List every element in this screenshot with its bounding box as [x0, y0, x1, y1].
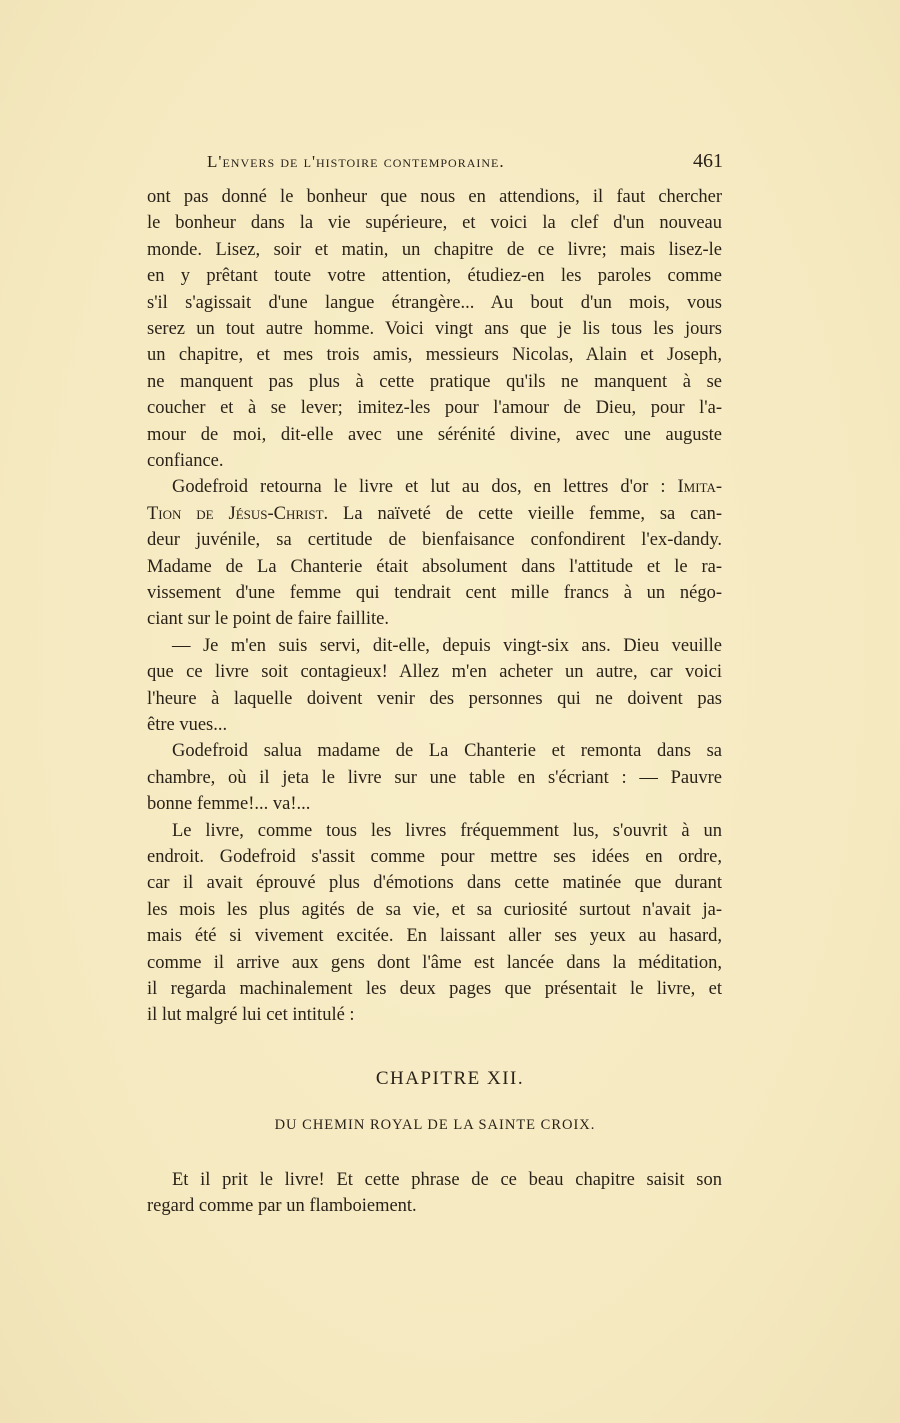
line-text: les mois les plus agités de sa vie, et sa curiosité surtout n'avait ja- [147, 899, 722, 920]
line-text: Le livre, comme tous les livres fréquemment lus, s'ouvrit à un [172, 820, 722, 841]
text-line [147, 369, 722, 395]
line-text: ciant sur le point de faire faillite. [147, 609, 389, 630]
text-line [147, 237, 722, 263]
line-text: endroit. Godefroid s'assit comme pour mettre ses idées en ordre, [147, 847, 722, 867]
line-text: vissement d'une femme qui tendrait cent mille francs à un négo- [147, 583, 722, 603]
text-line [147, 290, 722, 316]
text-line [147, 263, 722, 289]
line-text: Godefroid salua madame de La Chanterie et remonta dans sa [172, 741, 722, 762]
line-text: que ce livre soit contagieux! Allez m'en acheter un autre, car voici [147, 662, 722, 683]
text-line [147, 950, 722, 976]
line-text: il lut malgré lui cet intitulé : [147, 1005, 355, 1026]
text-line [172, 633, 722, 659]
text-line [147, 791, 722, 817]
line-text: monde. Lisez, soir et matin, un chapitre de ce livre; mais lisez-le [147, 239, 722, 260]
text-line [147, 1193, 722, 1219]
line-text: l'heure à laquelle doivent venir des personnes qui ne doivent pas [147, 688, 722, 709]
line-text: — Je m'en suis servi, dit-elle, depuis vingt-six ans. Dieu veuille [172, 635, 722, 656]
line-text: en y prêtant toute votre attention, étudiez-en les paroles comme [147, 266, 722, 287]
text-line [147, 210, 722, 236]
small-caps-text: Imita- [677, 477, 722, 498]
line-text: ont pas donné le bonheur que nous en attendions, il faut chercher [147, 187, 722, 207]
text-line [147, 554, 722, 580]
text-line [147, 923, 722, 949]
line-text: bonne femme!... va!... [147, 794, 311, 815]
text-line [147, 342, 722, 368]
line-text: être vues... [147, 715, 228, 735]
text-line [147, 422, 722, 448]
line-text: deur juvénile, sa certitude de bienfaisance confondirent l'ex-dandy. [147, 530, 722, 551]
text-line [147, 395, 722, 421]
line-text: Et il prit le livre! Et cette phrase de ce beau chapitre saisit son [172, 1170, 722, 1190]
text-line [147, 501, 722, 527]
line-text: confiance. [147, 451, 224, 471]
text-line [172, 1167, 722, 1193]
text-line [147, 870, 722, 896]
text-line [147, 1002, 722, 1028]
text-line [147, 659, 722, 685]
text-line [147, 316, 722, 342]
line-text: Godefroid retourna le livre et lut au dos, en lettres d'or : [172, 477, 678, 498]
line-text: mour de moi, dit-elle avec une sérénité divine, avec une auguste [147, 424, 722, 445]
line-text: chambre, où il jeta le livre sur une table en s'écriant : — Pauvre [147, 767, 722, 788]
line-text: mais été si vivement excitée. En laissant aller ses yeux au hasard, [147, 926, 722, 947]
page-number: 461 [693, 150, 723, 172]
text-line [147, 184, 722, 210]
text-line [147, 448, 722, 474]
line-text: il regarda machinalement les deux pages que présentait le livre, et [147, 979, 722, 999]
text-line [172, 818, 722, 844]
running-title: L'envers de l'histoire contemporaine. [207, 152, 505, 171]
text-line [147, 844, 722, 870]
line-text: comme il arrive aux gens dont l'âme est lancée dans la méditation, [147, 952, 722, 973]
line-text: La naïveté de cette vieille femme, sa can- [328, 503, 722, 524]
line-text: coucher et à se lever; imitez-les pour l'amour de Dieu, pour l'a- [147, 398, 722, 419]
running-header [147, 150, 723, 178]
small-caps-text: Tion de Jésus-Christ. [147, 503, 329, 524]
chapter-subtitle: DU CHEMIN ROYAL DE LA SAINTE CROIX. [274, 1117, 596, 1133]
line-text: ne manquent pas plus à cette pratique qu'ils ne manquent à se [147, 371, 722, 392]
text-line [147, 580, 722, 606]
chapter-title: CHAPITRE XII. [375, 1068, 525, 1089]
line-text: s'il s'agissait d'une langue étrangère... Au bout d'un mois, vous [147, 292, 722, 313]
line-text: un chapitre, et mes trois amis, messieurs Nicolas, Alain et Joseph, [147, 345, 722, 366]
text-line [172, 474, 722, 500]
text-line [147, 976, 722, 1002]
text-line [147, 527, 722, 553]
line-text: regard comme par un flamboiement. [147, 1196, 417, 1217]
text-line [147, 686, 722, 712]
text-line [147, 606, 722, 632]
text-line [147, 712, 722, 738]
line-text: car il avait éprouvé plus d'émotions dans cette matinée que durant [147, 873, 722, 894]
text-line [172, 738, 722, 764]
text-line [147, 765, 722, 791]
line-text: le bonheur dans la vie supérieure, et voici la clef d'un nouveau [147, 213, 722, 234]
line-text: serez un tout autre homme. Voici vingt ans que je lis tous les jours [147, 319, 722, 339]
line-text: Madame de La Chanterie était absolument dans l'attitude et le ra- [147, 556, 722, 577]
text-line [147, 897, 722, 923]
